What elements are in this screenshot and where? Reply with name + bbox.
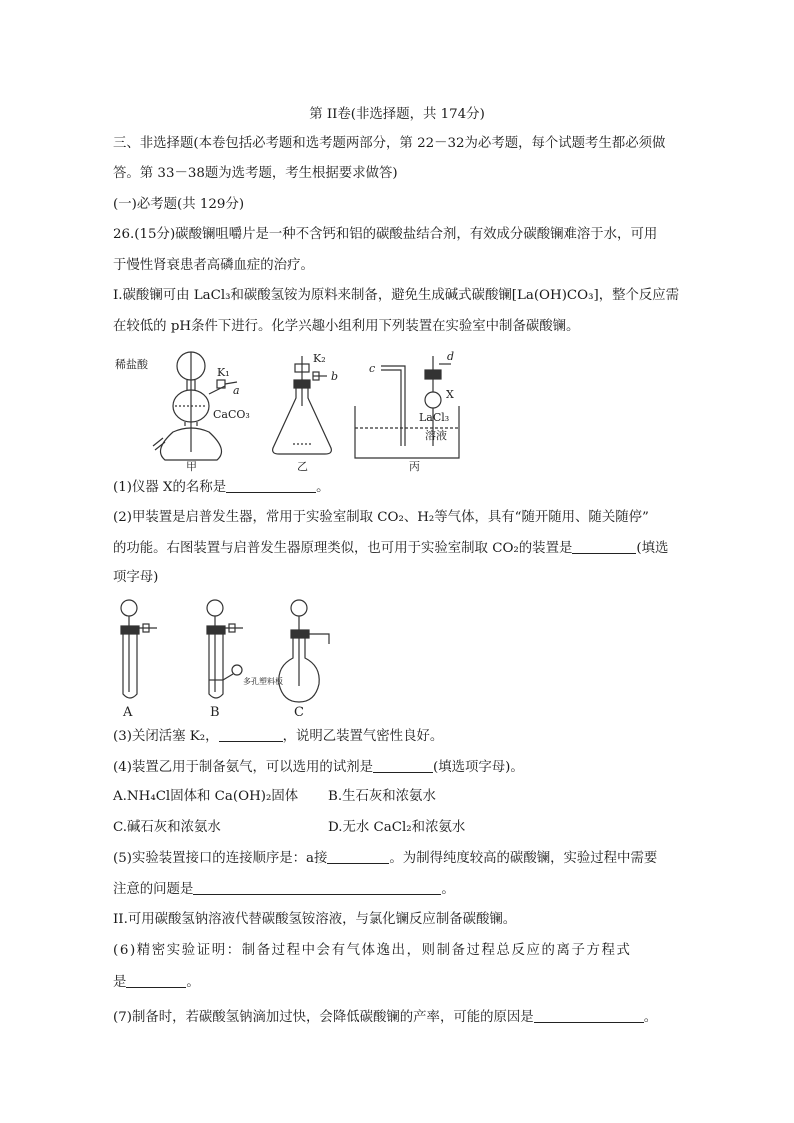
- q5-connection-blank[interactable]: [327, 849, 389, 864]
- q5-line-1: [113, 849, 657, 868]
- q1-line: [113, 478, 330, 497]
- option-apparatus-diagram: [113, 596, 345, 720]
- part2-line: II.可用碳酸氢钠溶液代替碳酸氢铵溶液，与氯化镧反应制备碳酸镧。: [113, 912, 517, 927]
- solution-label: 溶液: [425, 429, 447, 442]
- x-label: X: [446, 388, 454, 401]
- yi-label: 乙: [297, 460, 308, 472]
- q5-line2-suffix: 。: [441, 882, 455, 897]
- port-c-label: c: [369, 362, 376, 375]
- option-b-label: B: [210, 705, 220, 720]
- option-apparatus-figure: [113, 596, 345, 720]
- q26-stem-line-2: 于慢性肾衰患者高磷血症的治疗。: [113, 258, 314, 273]
- apparatus-figure: [113, 346, 483, 472]
- porous-plate-label: 多孔塑料板: [243, 677, 283, 686]
- q4-suffix: (填选项字母)。: [433, 760, 524, 775]
- k2-label: K₂: [313, 352, 326, 365]
- q3-answer-blank[interactable]: [219, 727, 283, 742]
- q2-line-3: 项字母): [113, 570, 159, 585]
- q7-suffix: 。: [643, 1010, 658, 1025]
- apparatus-option-b: [207, 600, 243, 698]
- apparatus-diagram: [113, 346, 483, 472]
- q6-suffix: 。: [186, 975, 200, 990]
- q6-equation-blank[interactable]: [126, 973, 186, 988]
- q3-line: [113, 727, 443, 746]
- caco3-label: CaCO₃: [213, 408, 250, 421]
- q7-prefix: (7)制备时，若碳酸氢钠滴加过快，会降低碳酸镧的产率，可能的原因是: [113, 1010, 534, 1025]
- part1-line-2: 在较低的 pH条件下进行。化学兴趣小组利用下列装置在实验室中制备碳酸镧。: [113, 319, 580, 334]
- q2-prefix: 的功能。右图装置与启普发生器原理类似，也可用于实验室制取 CO₂的装置是: [113, 541, 573, 556]
- q1-suffix: 。: [316, 480, 330, 495]
- q7-answer-blank[interactable]: [534, 1008, 644, 1023]
- q6-line-2: [113, 973, 200, 992]
- q2-answer-blank[interactable]: [572, 539, 636, 554]
- lacl3-label: LaCl₃: [419, 411, 450, 424]
- intro-line-2: 答。第 33－38题为选考题，考生根据要求做答): [113, 166, 398, 181]
- option-a-label: A: [123, 705, 133, 720]
- conical-flask-yi: [273, 356, 332, 454]
- q2-line-2: [113, 539, 668, 558]
- part1-line-1: I.碳酸镧可由 LaCl₃和碳酸氢铵为原料来制备，避免生成碱式碳酸镧[La(OH)CO₃]，整个反应需: [113, 288, 680, 303]
- apparatus-option-a: [121, 600, 157, 698]
- q6-line-1: (6)精密实验证明：制备过程中会有气体逸出，则制备过程总反应的离子方程式: [113, 943, 632, 958]
- q1-prefix: (1)仪器 X的名称是: [113, 480, 227, 495]
- q4-answer-blank[interactable]: [373, 758, 433, 773]
- q5-line2-prefix: 注意的问题是: [113, 882, 194, 897]
- bing-label: 丙: [409, 460, 420, 472]
- q5-prefix: (5)实验装置接口的连接顺序是：a接: [113, 851, 328, 866]
- port-b-label: b: [331, 370, 339, 383]
- q3-suffix: ，说明乙装置气密性良好。: [282, 729, 444, 744]
- jia-label: 甲: [186, 460, 197, 472]
- q5-line-2: [113, 880, 455, 899]
- q3-prefix: (3)关闭活塞 K₂，: [113, 729, 219, 744]
- apparatus-option-c: [279, 600, 329, 702]
- q4-prefix: (4)装置乙用于制备氨气，可以选用的试剂是: [113, 760, 373, 775]
- q5-notice-blank[interactable]: [193, 880, 441, 895]
- q2-line-1: (2)甲装置是启普发生器，常用于实验室制取 CO₂、H₂等气体，具有“随开随用、随关随停”: [113, 510, 649, 525]
- q7-line: [113, 1008, 657, 1027]
- q26-stem-line-1: 26.(15分)碳酸镧咀嚼片是一种不含钙和铝的碳酸盐结合剂，有效成分碳酸镧难溶于水，可用: [113, 227, 658, 242]
- q4-option-c: C.碱石灰和浓氨水: [113, 820, 221, 835]
- q4-line: [113, 758, 524, 777]
- required-section-header: (一)必考题(共 129分): [113, 197, 245, 212]
- section-title: 第 II卷(非选择题，共 174分): [309, 107, 485, 122]
- port-d-label: d: [447, 350, 455, 363]
- q1-answer-blank[interactable]: [226, 478, 316, 493]
- q2-suffix: (填选: [636, 541, 669, 556]
- k1-label: K₁: [217, 366, 230, 379]
- option-c-label: C: [294, 705, 304, 720]
- q4-option-a: A.NH₄Cl固体和 Ca(OH)₂固体: [113, 789, 299, 804]
- intro-line-1: 三、非选择题(本卷包括必考题和选考题两部分，第 22－32为必考题，每个试题考生都必须做: [113, 136, 666, 151]
- q6-prefix: 是: [113, 975, 127, 990]
- dilute-hcl-label: 稀盐酸: [115, 358, 148, 371]
- q4-option-b: B.生石灰和浓氨水: [328, 789, 436, 804]
- q5-suffix: 。为制得纯度较高的碳酸镧，实验过程中需要: [389, 851, 658, 866]
- q4-option-d: D.无水 CaCl₂和浓氨水: [328, 820, 466, 835]
- port-a-label: a: [233, 384, 240, 397]
